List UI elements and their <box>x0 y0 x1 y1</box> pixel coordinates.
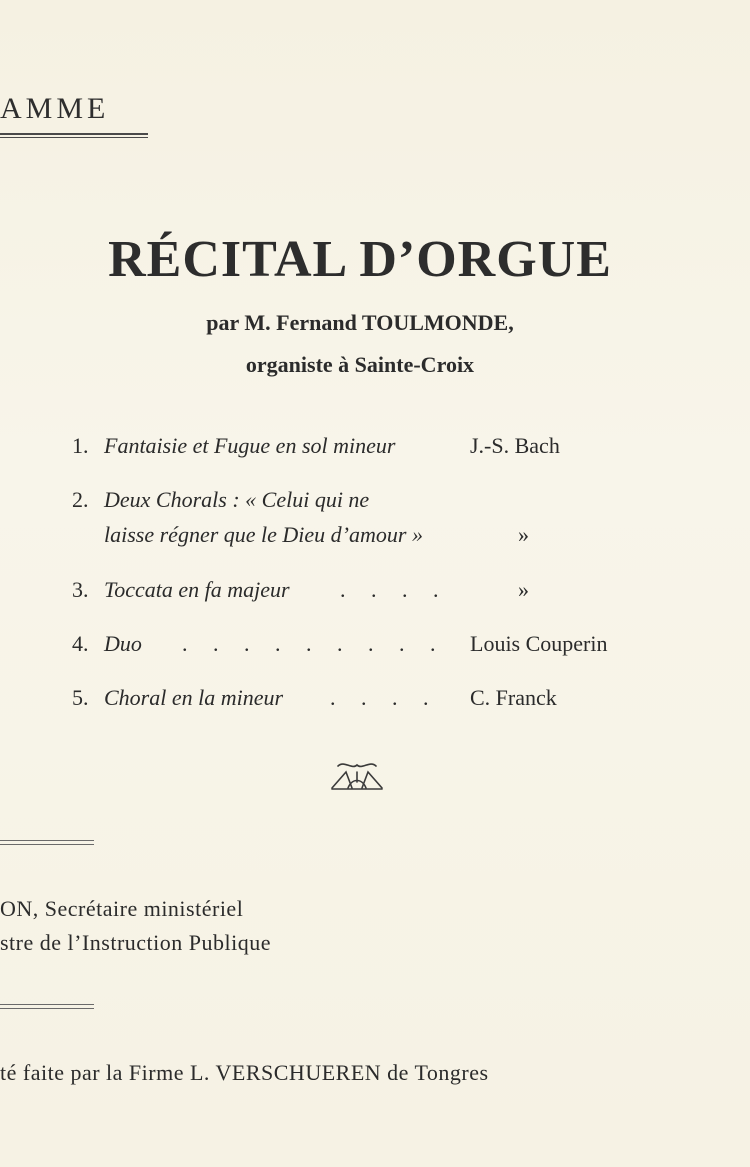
work-title-line2: laisse régner que le Dieu d’amour » <box>104 522 423 547</box>
composer-ditto: » <box>518 522 529 547</box>
work-title: Duo <box>104 631 142 656</box>
composer-name: Louis Couperin <box>470 631 608 656</box>
item-number: 4. <box>72 631 89 656</box>
footer-line-secretary: ON, Secrétaire ministériel <box>0 896 244 921</box>
composer-name: C. Franck <box>470 685 557 710</box>
item-number: 5. <box>72 685 89 710</box>
footer-line-ministry: stre de l’Instruction Publique <box>0 930 272 955</box>
work-title: Fantaisie et Fugue en sol mineur <box>104 433 396 458</box>
work-title: Toccata en fa majeur <box>104 577 290 602</box>
program-item <box>72 433 395 459</box>
programme-heading-fragment: AMME <box>0 92 110 125</box>
item-number: 2. <box>72 487 89 512</box>
program-item <box>72 685 283 711</box>
heading-rule-bottom <box>0 137 148 138</box>
composer-ditto: » <box>518 577 529 602</box>
recital-title: RÉCITAL D’ORGUE <box>108 231 612 288</box>
composer-name: J.-S. Bach <box>470 433 560 458</box>
work-title-line1: Deux Chorals : « Celui qui ne <box>104 487 370 512</box>
footer-rule-mid-b <box>0 1008 94 1009</box>
program-item <box>72 577 290 603</box>
footer-line-builder: té faite par la Firme L. VERSCHUEREN de Tongres <box>0 1060 489 1085</box>
performer-line: par M. Fernand TOULMONDE, <box>206 310 514 335</box>
footer-rule-top-a <box>0 840 94 841</box>
program-item <box>72 631 142 657</box>
work-title: Choral en la mineur <box>104 685 284 710</box>
leader-dots: . . . . <box>330 685 439 710</box>
item-number: 3. <box>72 577 89 602</box>
leader-dots: . . . . . . . . . <box>182 631 446 656</box>
footer-rule-top-b <box>0 844 94 845</box>
program-item <box>72 487 369 513</box>
organist-role-line: organiste à Sainte-Croix <box>245 352 475 377</box>
heading-rule-top <box>0 133 148 135</box>
footer-rule-mid-a <box>0 1004 94 1005</box>
item-number: 1. <box>72 433 89 458</box>
ornament-icon <box>328 760 386 794</box>
leader-dots: . . . . <box>340 577 449 602</box>
program-item-continuation <box>104 522 423 548</box>
